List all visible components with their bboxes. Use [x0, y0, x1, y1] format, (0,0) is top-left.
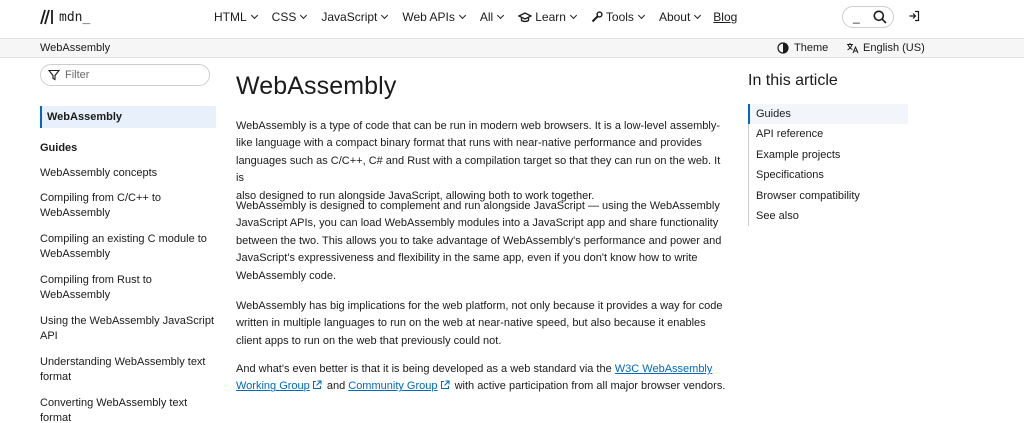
filter-input[interactable]: [65, 69, 195, 81]
menu-web-apis[interactable]: [402, 10, 464, 24]
article-paragraph: [236, 118, 726, 205]
paragraph-text: with active participation from all major browser vendors.: [451, 380, 726, 393]
menu-tools-label: Tools: [605, 10, 634, 24]
breadcrumb[interactable]: WebAssembly: [40, 42, 111, 54]
article-paragraph: [236, 361, 726, 396]
logo-text: mdn_: [59, 9, 91, 25]
search-box[interactable]: [842, 6, 894, 28]
sidebar-filter[interactable]: [40, 64, 210, 86]
sidebar-item-line: API: [40, 330, 58, 342]
chevron-down-icon: [300, 12, 307, 19]
login-icon[interactable]: [908, 10, 920, 22]
search-placeholder: _: [853, 10, 860, 24]
sidebar-item[interactable]: [40, 232, 216, 262]
paragraph-line: like language with a compact binary format that runs with near-native performance and provides: [236, 137, 702, 150]
menu-web-apis-label: Web APIs: [402, 10, 455, 24]
paragraph-line: [236, 378, 726, 395]
sidebar-item-line: format: [40, 371, 72, 383]
paragraph-line: WebAssembly is designed to complement and run alongside JavaScript — using the WebAssembly: [236, 200, 720, 212]
table-of-contents: [748, 104, 908, 226]
main-menu: [214, 0, 752, 34]
chevron-down-icon: [638, 12, 645, 19]
toc-item-specifications[interactable]: Specifications: [748, 165, 908, 185]
sidebar-item-line: WebAssembly: [40, 289, 111, 301]
toc-title: In this article: [748, 72, 838, 89]
menu-css-label: CSS: [271, 10, 297, 24]
toc-item-browser-compatibility[interactable]: Browser compatibility: [748, 186, 908, 206]
menu-css[interactable]: [272, 10, 307, 24]
sidebar-item-line: Compiling from Rust to: [40, 274, 152, 286]
article-paragraph: [236, 198, 726, 285]
menu-learn-label: Learn: [535, 10, 566, 24]
sidebar-item-line: Understanding WebAssembly text: [40, 356, 206, 368]
external-link-icon: [440, 380, 450, 390]
chevron-down-icon: [381, 12, 388, 19]
menu-html[interactable]: [214, 10, 257, 24]
paragraph-line: WebAssembly has big implications for the web platform, not only because it provides a way for code: [236, 300, 723, 312]
theme-button[interactable]: [777, 42, 828, 54]
paragraph-line: WebAssembly is a type of code that can be run in modern web browsers. It is a low-level assembly-: [236, 120, 721, 132]
chevron-down-icon: [694, 12, 701, 19]
w3c-working-group-link[interactable]: Working Group: [236, 380, 310, 393]
mdn-logo-icon: [40, 9, 55, 25]
sidebar-item-line: format: [40, 412, 72, 423]
sidebar-item-line: WebAssembly: [40, 207, 111, 219]
toc-item-api-reference[interactable]: API reference: [748, 124, 908, 144]
sidebar-item-line: WebAssembly: [40, 248, 111, 260]
toc-item-guides[interactable]: Guides: [748, 104, 908, 124]
sidebar-item-line: Converting WebAssembly text: [40, 397, 188, 409]
paragraph-line: WebAssembly code.: [236, 269, 337, 282]
translate-icon: [846, 42, 859, 54]
article-paragraph: [236, 298, 726, 350]
menu-tools[interactable]: [591, 10, 644, 24]
sidebar-item[interactable]: [40, 166, 216, 181]
wrench-icon: [591, 11, 603, 23]
external-link-icon: [312, 380, 322, 390]
toc-item-see-also[interactable]: See also: [748, 206, 908, 226]
sidebar-item-line: WebAssembly concepts: [40, 167, 158, 179]
paragraph-line: JavaScript APIs, you can load WebAssembly modules into a JavaScript app and share functionality: [236, 217, 719, 230]
menu-blog-link[interactable]: Blog: [713, 10, 738, 24]
paragraph-line: client apps to run on the web that previously could not.: [236, 334, 502, 347]
menu-all[interactable]: [480, 10, 503, 24]
sidebar-item-line: Compiling from C/C++ to: [40, 192, 162, 204]
sidebar-item[interactable]: [40, 396, 216, 423]
paragraph-line: between the two. This allows you to take advantage of WebAssembly's performance and power and: [236, 234, 722, 247]
menu-all-label: All: [479, 10, 494, 24]
menu-learn[interactable]: [518, 10, 576, 24]
sidebar-navigation: [40, 106, 216, 423]
sidebar-section-title: Guides: [40, 142, 78, 154]
sidebar-item-line: Compiling an existing C module to: [40, 233, 207, 245]
paragraph-text: and: [323, 380, 349, 393]
sidebar-current-page[interactable]: WebAssembly: [40, 106, 216, 128]
menu-about[interactable]: [659, 10, 700, 24]
page-title: WebAssembly: [236, 72, 397, 100]
menu-html-label: HTML: [214, 10, 247, 24]
chevron-down-icon: [459, 12, 466, 19]
filter-icon: [48, 69, 60, 81]
menu-about-label: About: [658, 10, 691, 24]
sidebar-item[interactable]: [40, 314, 216, 344]
chevron-down-icon: [251, 12, 258, 19]
sidebar-item[interactable]: [40, 273, 216, 303]
language-label: English (US): [863, 42, 925, 54]
paragraph-line: written in multiple languages to run on the web at near-native speed, but also because it enables: [236, 317, 706, 330]
community-group-link[interactable]: Community Group: [348, 380, 438, 393]
menu-javascript-label: JavaScript: [321, 10, 378, 24]
paragraph-line: JavaScript's expressiveness and flexibility in the same app, even if you don't know how to write: [236, 252, 698, 265]
paragraph-line: languages such as C/C++, C# and Rust with a compilation target so that they can run on the web. It is: [236, 154, 721, 185]
sidebar-item-line: Using the WebAssembly JavaScript: [40, 315, 215, 327]
breadcrumb-bar: [0, 38, 1024, 58]
sidebar-item[interactable]: [40, 355, 216, 385]
graduation-cap-icon: [518, 12, 532, 23]
w3c-working-group-link[interactable]: W3C WebAssembly: [614, 363, 713, 375]
mdn-logo[interactable]: [40, 8, 90, 26]
chevron-down-icon: [570, 12, 577, 19]
search-icon: [873, 10, 887, 24]
chevron-down-icon: [497, 12, 504, 19]
article-header: [236, 72, 726, 101]
theme-label: Theme: [794, 42, 829, 54]
top-navigation: [0, 0, 1024, 34]
language-button[interactable]: [846, 42, 925, 54]
toc-item-example-projects[interactable]: Example projects: [748, 145, 908, 165]
sidebar-item[interactable]: [40, 191, 216, 221]
paragraph-line: also designed to run alongside JavaScript, allowing both to work together.: [236, 189, 595, 202]
paragraph-line: [236, 361, 726, 378]
theme-icon: [777, 42, 789, 54]
paragraph-text: And what's even better is that it is being developed as a web standard via the: [236, 363, 615, 375]
menu-javascript[interactable]: [321, 10, 387, 24]
